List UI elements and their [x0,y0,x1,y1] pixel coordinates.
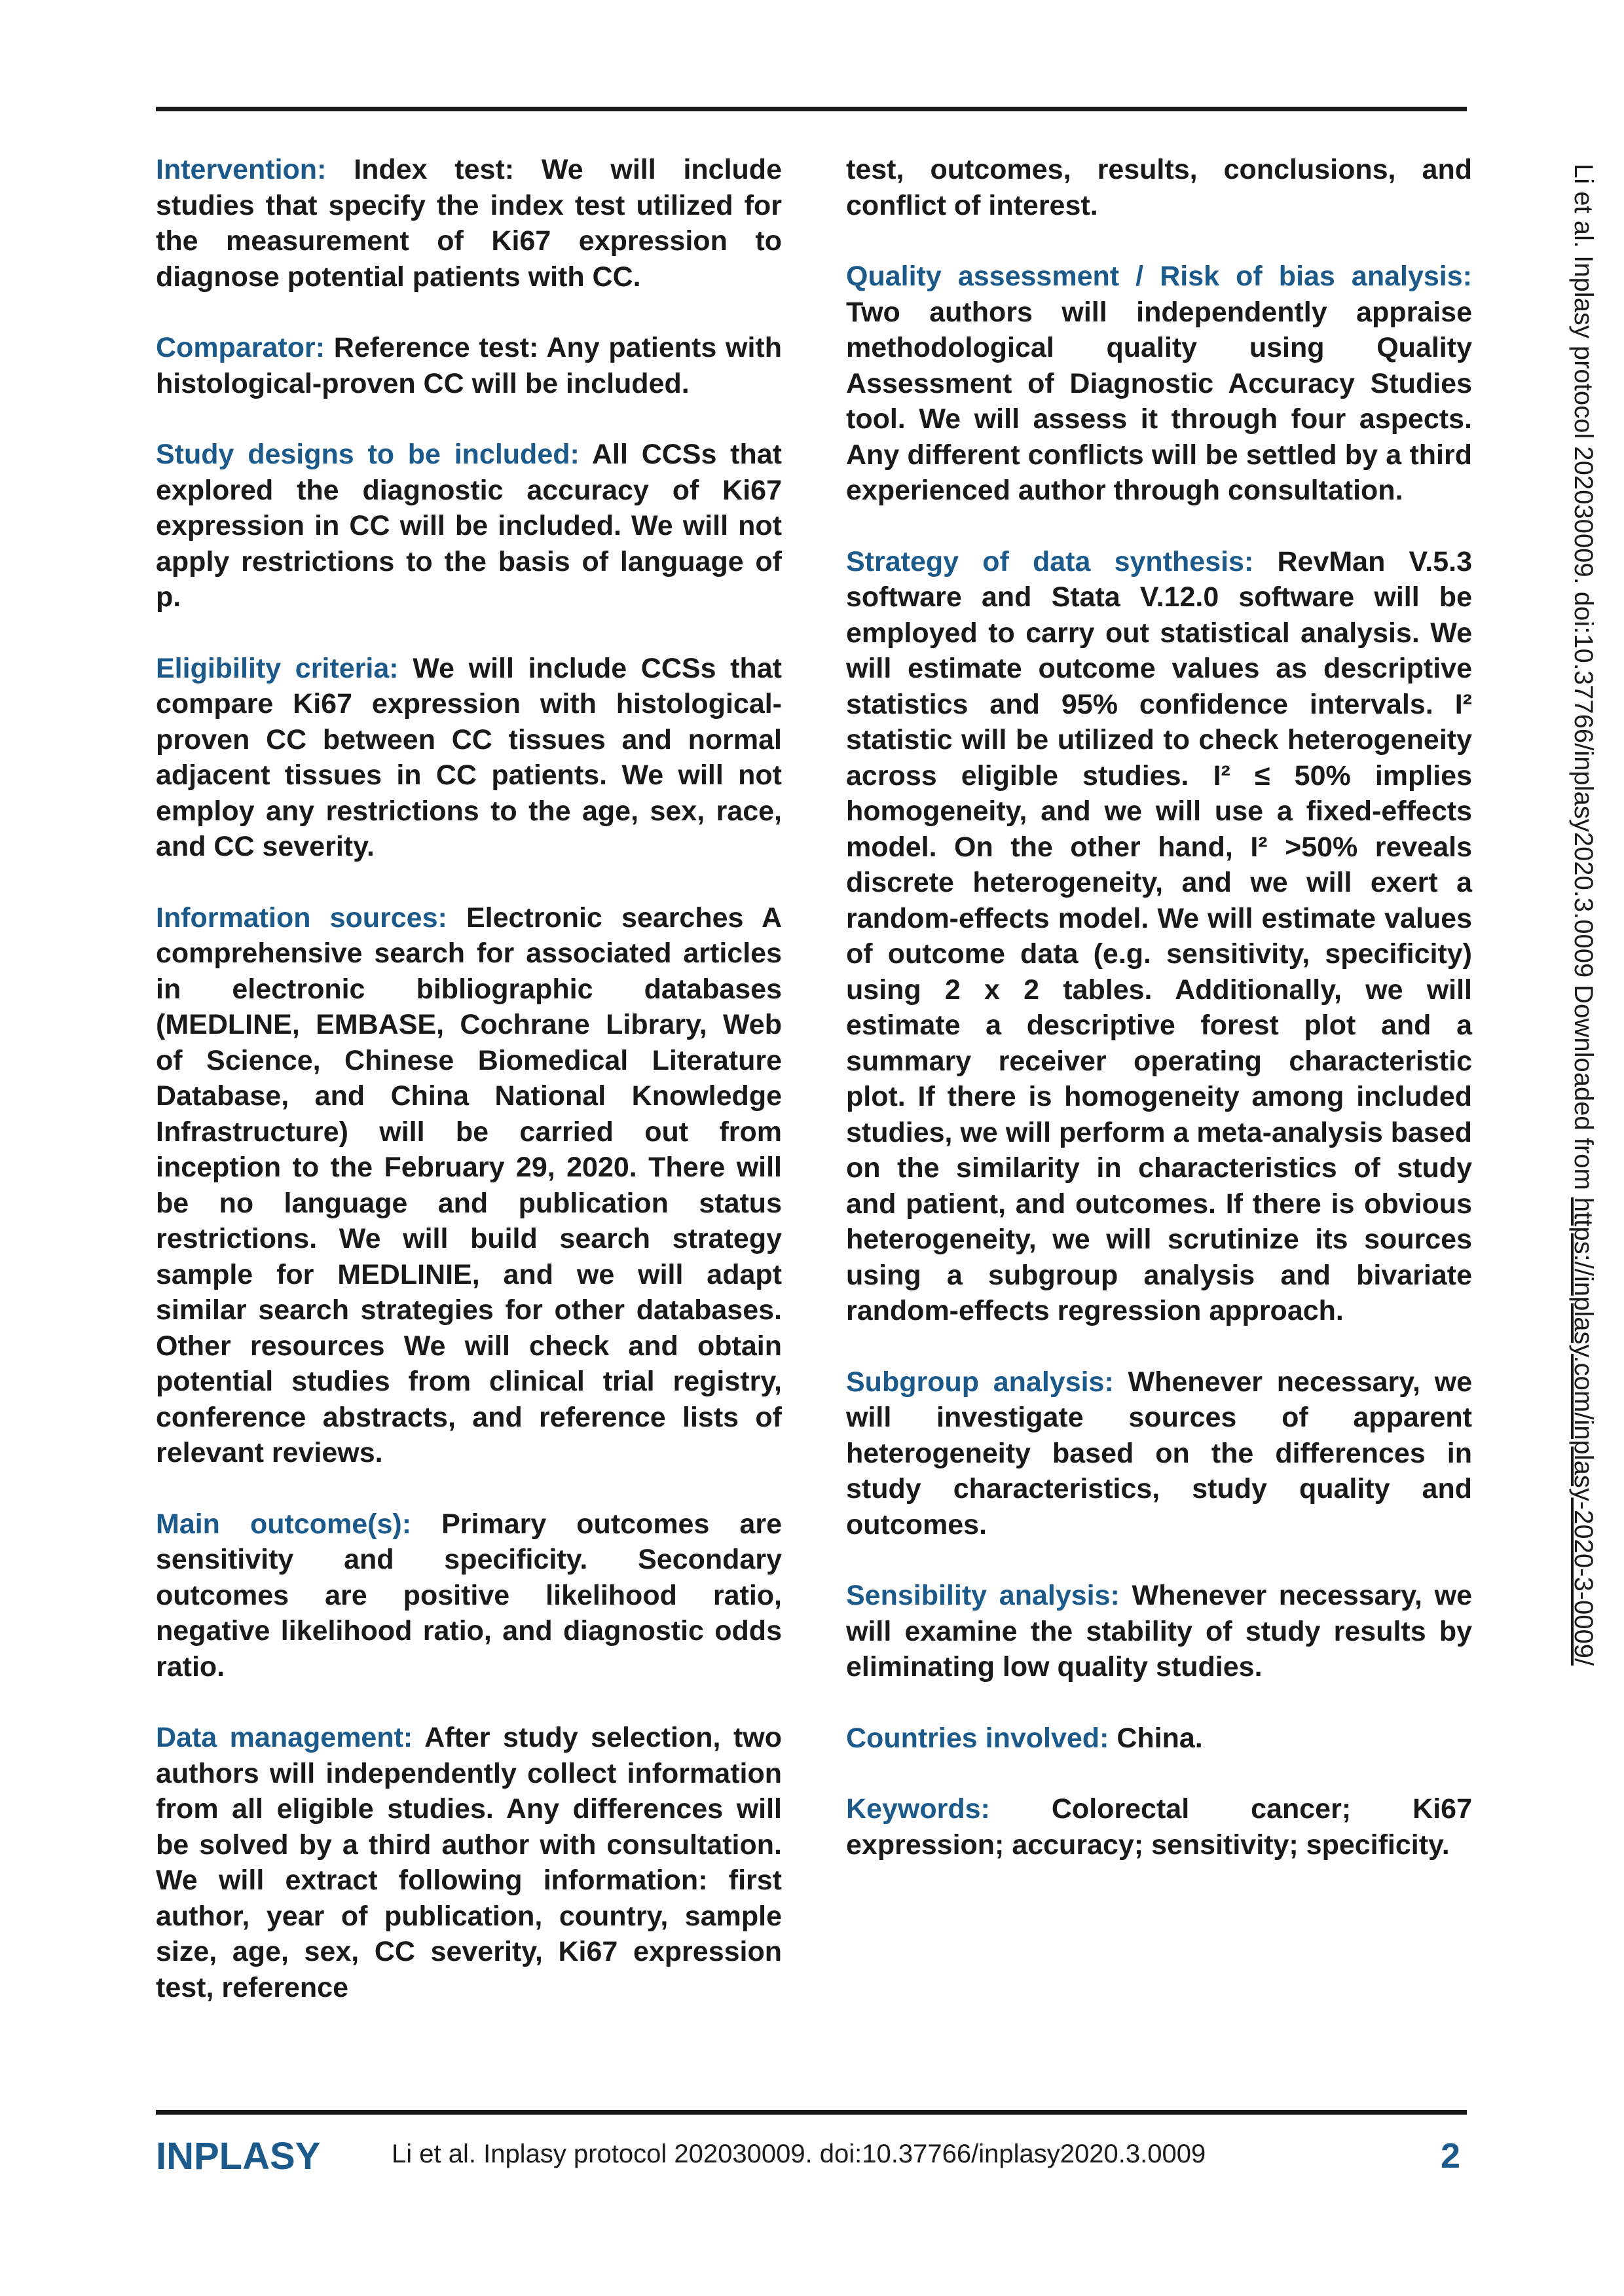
section-countries [846,1721,1472,1757]
section-data-management [156,1720,782,2005]
side-download-link[interactable]: https://inplasy.com/inplasy-2020-3-0009/ [1569,1197,1598,1666]
section-label: Strategy of data synthesis: [846,545,1254,577]
section-text: We will include CCSs that compare Ki67 expression with histological-proven CC between CC tissues and normal adjacent tissues in CC patients. We will not employ any restrictions to the age, sex, race, and CC severity. [156,652,783,862]
section-keywords [846,1791,1472,1863]
section-main-outcomes [156,1506,782,1685]
section-label: Intervention: [156,154,327,185]
bottom-rule [156,2110,1467,2115]
section-data-synthesis [846,544,1472,1329]
section-label: Subgroup analysis: [846,1366,1114,1398]
side-citation [1568,164,1598,1666]
section-label: Comparator: [156,332,325,363]
section-sensibility-analysis [846,1578,1472,1685]
section-subgroup-analysis [846,1364,1472,1543]
section-label: Main outcome(s): [156,1508,412,1540]
section-text: Colorectal cancer; Ki67 expression; accuracy; sensitivity; specificity. [846,1793,1472,1861]
section-text: Primary outcomes are sensitivity and specificity. Secondary outcomes are positive likelihood ratio, negative likelihood ratio, and diagnostic odds ratio. [156,1508,782,1683]
section-label: Data management: [156,1722,413,1753]
section-data-management-continued [846,152,1472,223]
section-text: Index test: We will include studies that specify the index test utilized for the measurement of Ki67 expression to diagnose potential patients with CC. [156,154,782,293]
page-number: 2 [1441,2136,1461,2176]
section-text: After study selection, two authors will independently collect information from all eligible studies. Any differences will be solved by a third author with consultation. We will extract following information: first author, year of publication, country, sample size, age, sex, CC severity, Ki67 expression test, reference [156,1722,782,2003]
section-label: Countries involved: [846,1722,1109,1754]
section-study-designs [156,437,782,615]
footer-citation: Li et al. Inplasy protocol 202030009. doi:10.37766/inplasy2020.3.0009 [392,2140,1206,2168]
section-text: test, outcomes, results, conclusions, and conflict of interest. [846,154,1472,221]
section-label: Information sources: [156,902,447,934]
top-rule [156,107,1467,111]
section-text: Two authors will independently appraise methodological quality using Quality Assessment of Diagnostic Accuracy Studies tool. We will assess it through four aspects. Any different conflicts will be settled by a third experienced author through consultation. [846,296,1472,506]
footer-brand-logo: INPLASY [156,2135,321,2178]
section-eligibility [156,651,782,865]
section-information-sources [156,900,782,1471]
right-column [846,152,1472,1898]
section-quality-assessment [846,259,1472,509]
section-intervention [156,152,782,295]
section-text: All CCSs that explored the diagnostic accuracy of Ki67 expression in CC will be included. We will not apply restrictions to the basis of language of p. [156,439,782,613]
section-text: RevMan V.5.3 software and Stata V.12.0 software will be employed to carry out statistical analysis. We will estimate outcome values as descriptive statistics and 95% confidence intervals. I² statistic will be utilized to check heterogeneity across eligible studies. I² ≤ 50% implies homogeneity, and we will use a fixed-effects model. On the other hand, I² >50% reveals discrete heterogeneity, and we will exert a random-effects model. We will estimate values of outcome data (e.g. sensitivity, specificity) using 2 x 2 tables. Additionally, we will estimate a descriptive forest plot and a summary receiver operating characteristic plot. If there is homogeneity among included studies, we will perform a meta-analysis based on the similarity in characteristics of study and patient, and outcomes. If there is obvious heterogeneity, we will scrutinize its sources using a subgroup analysis and bivariate random-effects regression approach. [846,545,1473,1326]
side-citation-text: Li et al. Inplasy protocol 202030009. doi:10.37766/inplasy2020.3.0009 Downloaded from [1569,164,1598,1197]
section-text: Whenever necessary, we will examine the stability of study results by eliminating low quality studies. [846,1580,1472,1683]
section-label: Eligibility criteria: [156,652,399,684]
section-text: China. [1116,1722,1203,1754]
section-text: Electronic searches A comprehensive search for associated articles in electronic bibliographic databases (MEDLINE, EMBASE, Cochrane Library, Web of Science, Chinese Biomedical Literature Database, and China National Knowledge Infrastructure) will be carried out from inception to the February 29, 2020. There will be no language and publication status restrictions. We will build search strategy sample for MEDLINIE, and we will adapt similar search strategies for other databases. Other resources We will check and obtain potential studies from clinical trial registry, conference abstracts, and reference lists of relevant reviews. [156,902,782,1468]
section-text: Whenever necessary, we will investigate sources of apparent heterogeneity based on the differences in study characteristics, study quality and outcomes. [846,1366,1473,1540]
section-label: Quality assessment / Risk of bias analysis: [846,261,1472,292]
section-label: Keywords: [846,1793,990,1825]
section-comparator [156,330,782,401]
section-label: Study designs to be included: [156,439,580,470]
left-column [156,152,782,2041]
section-label: Sensibility analysis: [846,1580,1120,1611]
section-text: Reference test: Any patients with histological-proven CC will be included. [156,332,782,399]
